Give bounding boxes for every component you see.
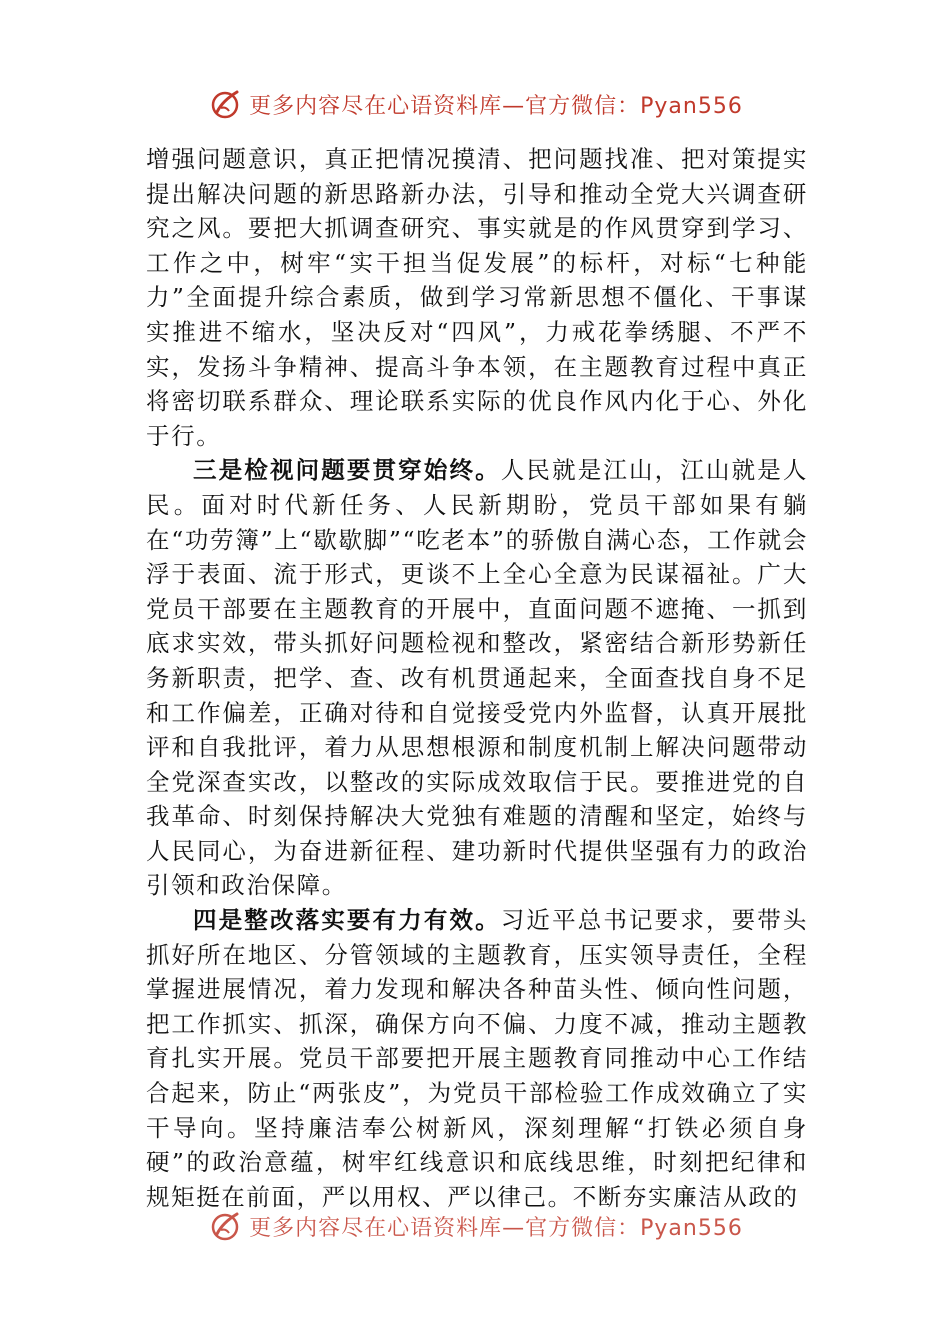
- paragraph-section-three: [146, 453, 808, 903]
- footer-watermark: [0, 1208, 950, 1244]
- paragraph-text: 增强问题意识，真正把情况摸清、把问题找准、把对策提实提出解决问题的新思路新办法，引导和推动全党大兴调查研究之风。要把大抓调查研究、事实就是的作风贯穿到学习、工作之中，树牢“实干担当促发展”的标杆，对标“七种能力”全面提升综合素质，做到学习常新思想不僵化、干事谋实推进不缩水，坚决反对“四风”，力戒花拳绣腿、不严不实，发扬斗争精神、提高斗争本领，在主题教育过程中真正将密切联系群众、理论联系实际的优良作风内化于心、外化于行。: [146, 145, 808, 450]
- header-watermark: [0, 86, 950, 122]
- paragraph-continuation: [146, 142, 808, 453]
- paragraph-lead: 四是整改落实要有力有效。: [193, 906, 501, 935]
- paragraph-text: 习近平总书记要求，要带头抓好所在地区、分管领域的主题教育，压实领导责任，全程掌握进展情况，着力发现和解决各种苗头性、倾向性问题，把工作抓实、抓深，确保方向不偏、力度不减，推动主题教育扎实开展。党员干部要把开展主题教育同推动中心工作结合起来，防止“两张皮”，为党员干部检验工作成效确立了实干导向。坚持廉洁奉公树新风，深刻理解“打铁必须自身硬”的政治意蕴，树牢红线意识和底线思维，时刻把纪律和规矩挺在前面，严以用权、严以律己。不断夯实廉洁从政的: [146, 906, 809, 1211]
- brush-logo-icon: [207, 86, 243, 122]
- brush-logo-icon: [207, 1208, 243, 1244]
- paragraph-text: 人民就是江山，江山就是人民。面对时代新任务、人民新期盼，党员干部如果有躺在“功劳簿”上“歇歇脚”“吃老本”的骄傲自满心态，工作就会浮于表面、流于形式，更谈不上全心全意为民谋福祉。广大党员干部要在主题教育的开展中，直面问题不遮掩、一抓到底求实效，带头抓好问题检视和整改，紧密结合新形势新任务新职责，把学、查、改有机贯通起来，全面查找自身不足和工作偏差，正确对待和自觉接受党内外监督，认真开展批评和自我批评，着力从思想根源和制度机制上解决问题带动全党深查实改，以整改的实际成效取信于民。要推进党的自我革命、时刻保持解决大党独有难题的清醒和坚定，始终与人民同心，为奋进新征程、建功新时代提供坚强有力的政治引领和政治保障。: [146, 456, 809, 900]
- watermark-text: 更多内容尽在心语资料库—官方微信：Pyan556: [249, 1215, 743, 1241]
- document-body: [146, 142, 808, 1214]
- paragraph-section-four: [146, 903, 808, 1214]
- paragraph-lead: 三是检视问题要贯穿始终。: [193, 456, 501, 485]
- watermark-text: 更多内容尽在心语资料库—官方微信：Pyan556: [249, 93, 743, 119]
